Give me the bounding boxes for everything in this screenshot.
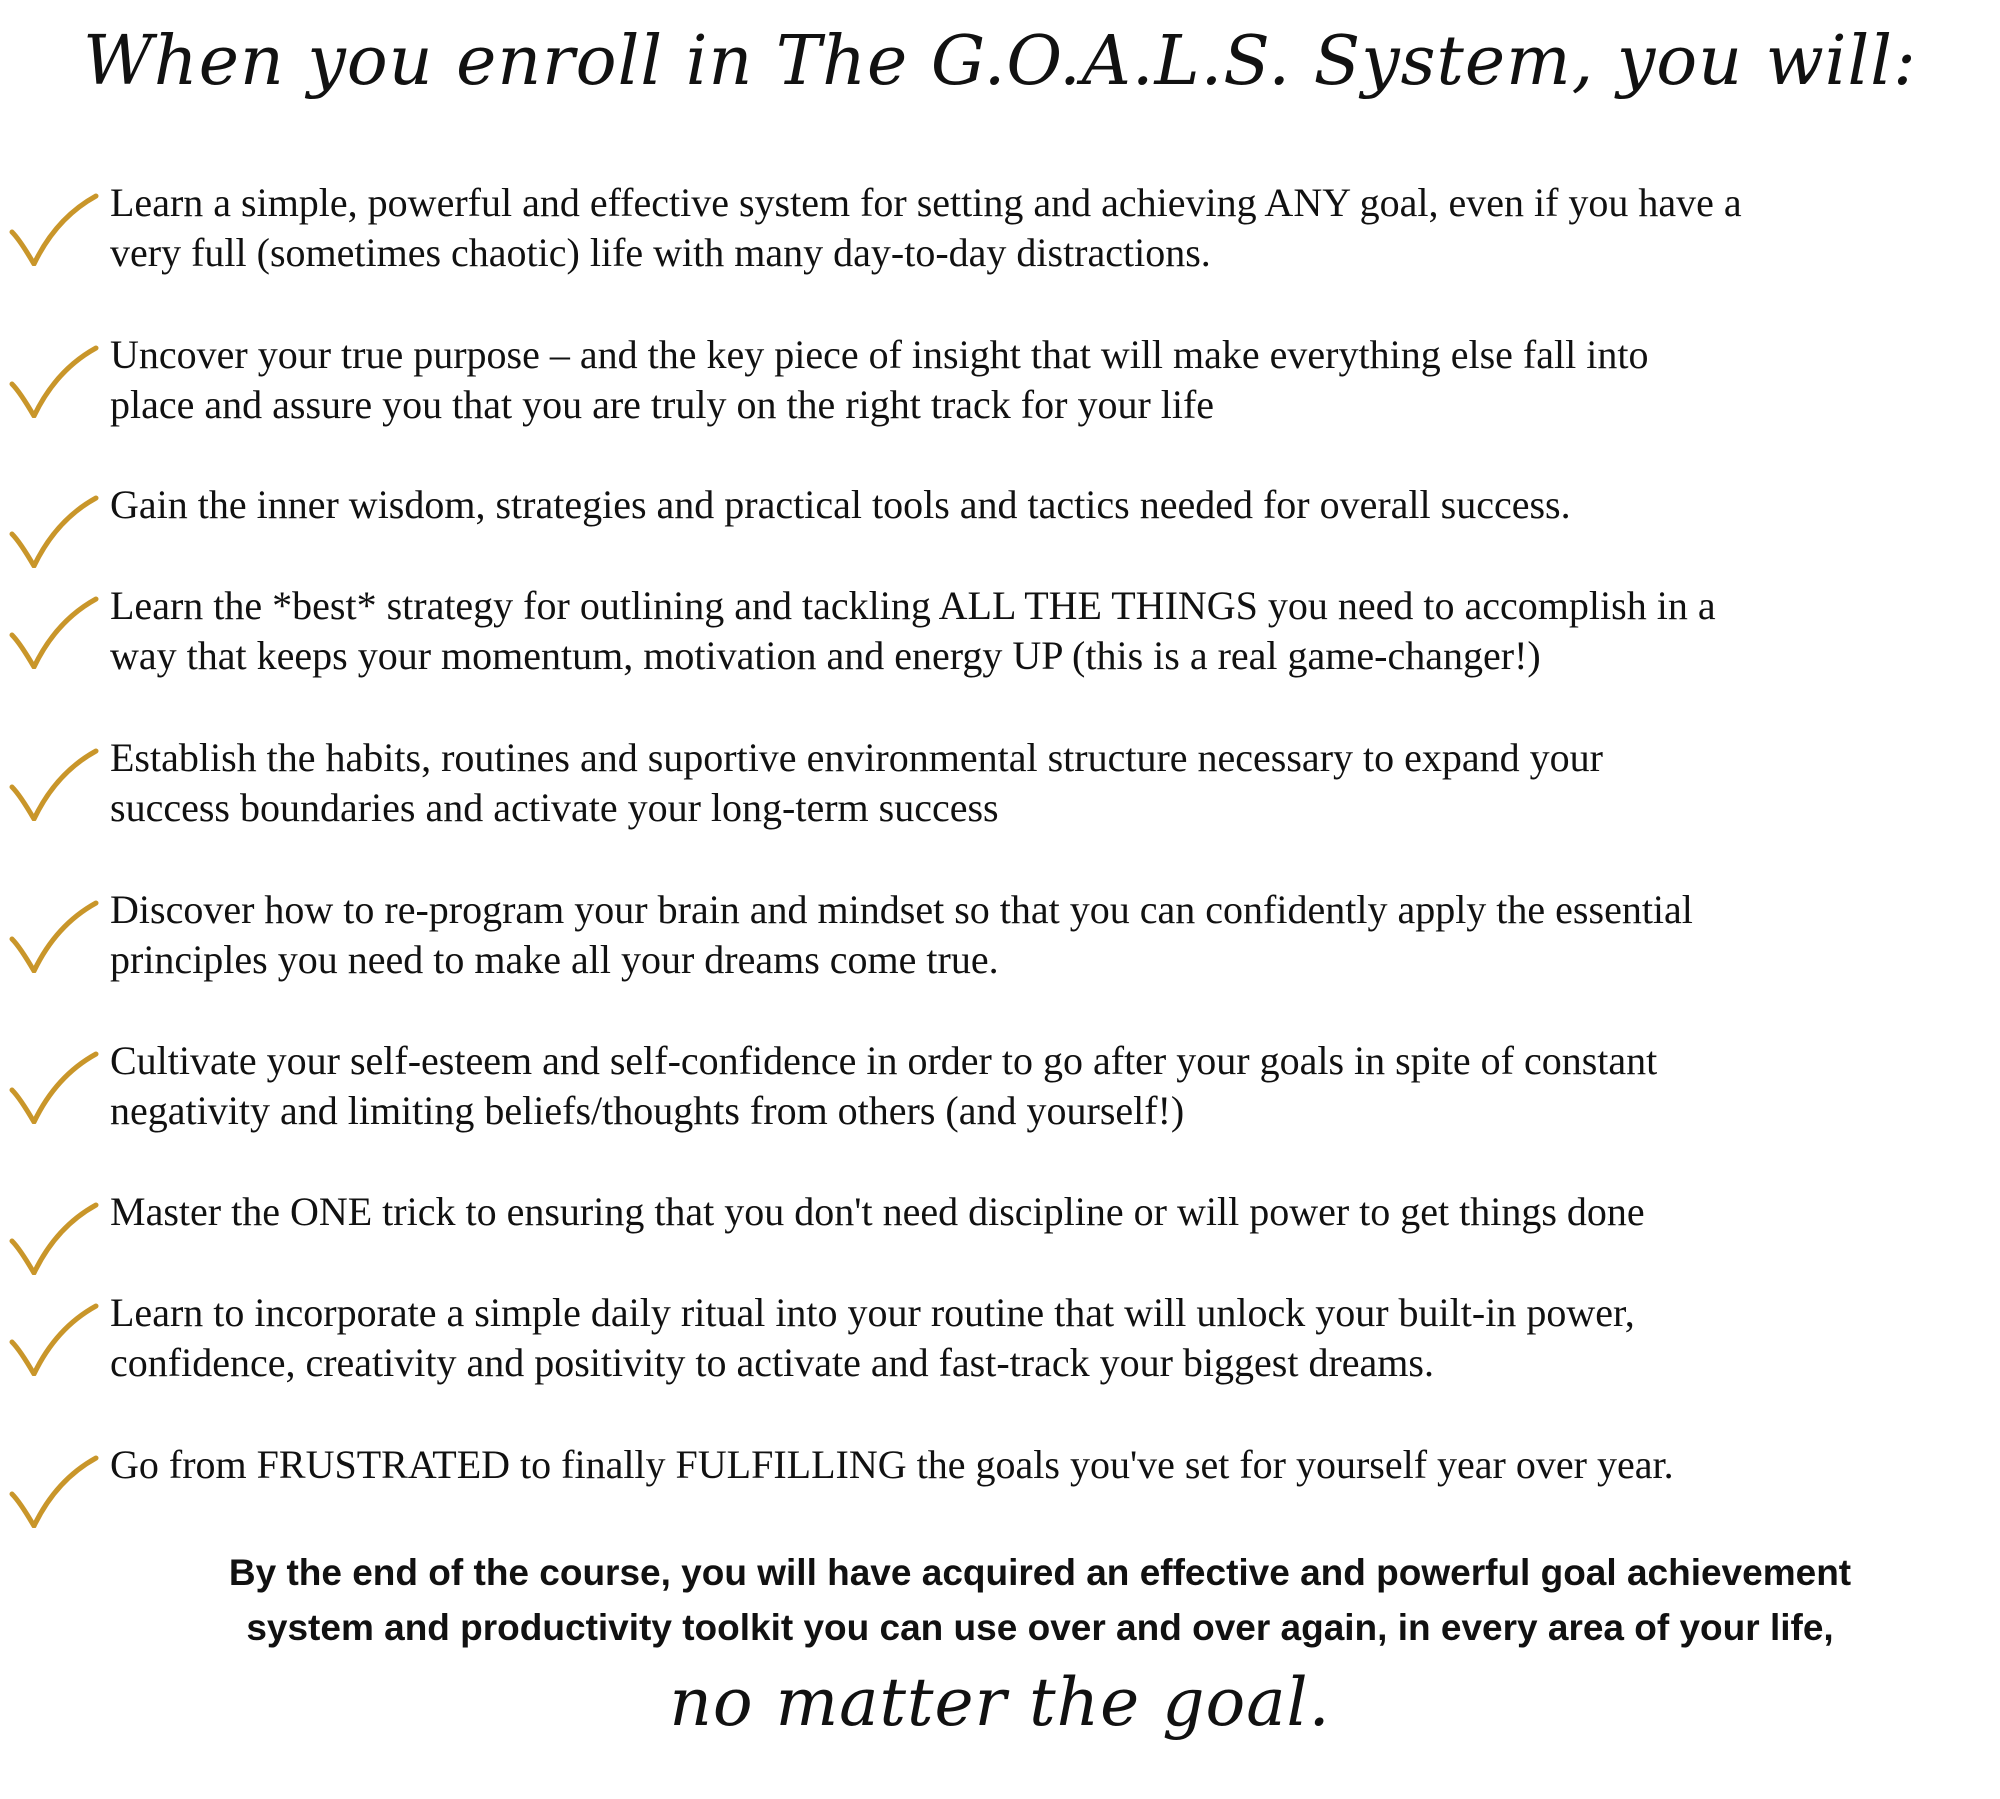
closing-line-2: system and productivity toolkit you can use over and over again, in every area of your life, [246, 1607, 1834, 1648]
benefit-line-1: Uncover your true purpose – and the key piece of insight that will make everything else fall into [110, 332, 1649, 377]
checkmark-icon [6, 585, 102, 669]
checkmark-icon [6, 1040, 102, 1124]
benefit-text [110, 885, 1995, 985]
benefit-line-1: Master the ONE trick to ensuring that you don't need discipline or will power to get things done [110, 1189, 1645, 1234]
benefit-line-1: Go from FRUSTRATED to finally FULFILLING the goals you've set for yourself year over year. [110, 1442, 1674, 1487]
benefit-line-1: Learn a simple, powerful and effective system for setting and achieving ANY goal, even if you have a [110, 180, 1742, 225]
page-headline: When you enroll in The G.O.A.L.S. System, you will: [83, 22, 1917, 101]
checkmark-icon [6, 182, 102, 266]
closing-statement [100, 1545, 1980, 1655]
benefit-text [110, 178, 1995, 278]
benefit-line-1: Establish the habits, routines and suportive environmental structure necessary to expand your [110, 735, 1603, 780]
benefit-line-2: very full (sometimes chaotic) life with many day-to-day distractions. [110, 230, 1211, 275]
closing-line-1: By the end of the course, you will have acquired an effective and powerful goal achievement [228, 1552, 1852, 1593]
benefit-text [110, 581, 1995, 681]
benefit-line-1: Cultivate your self-esteem and self-confidence in order to go after your goals in spite of constant [110, 1038, 1658, 1083]
benefit-text [110, 1440, 1995, 1490]
checkmark-icon [6, 889, 102, 973]
checkmark-icon [6, 737, 102, 821]
benefit-text [110, 1288, 1995, 1388]
benefit-text [110, 1036, 1995, 1136]
benefit-text [110, 480, 1995, 530]
benefit-text [110, 733, 1995, 833]
benefit-line-2: negativity and limiting beliefs/thoughts from others (and yourself!) [110, 1088, 1185, 1133]
benefit-line-2: way that keeps your momentum, motivation and energy UP (this is a real game-changer!) [110, 633, 1541, 678]
checkmark-icon [6, 1444, 102, 1528]
benefit-line-2: place and assure you that you are truly on the right track for your life [110, 382, 1215, 427]
benefit-line-2: principles you need to make all your dreams come true. [110, 937, 999, 982]
benefit-line-2: confidence, creativity and positivity to activate and fast-track your biggest dreams. [110, 1340, 1434, 1385]
benefit-line-1: Discover how to re-program your brain and mindset so that you can confidently apply the essential [110, 887, 1693, 932]
checkmark-icon [6, 1191, 102, 1275]
checkmark-icon [6, 484, 102, 568]
benefit-line-1: Learn to incorporate a simple daily ritual into your routine that will unlock your built-in power, [110, 1290, 1635, 1335]
benefit-text [110, 1187, 1995, 1237]
benefit-line-1: Learn the *best* strategy for outlining and tackling ALL THE THINGS you need to accomplish in a [110, 583, 1716, 628]
checkmark-icon [6, 1292, 102, 1376]
benefit-line-1: Gain the inner wisdom, strategies and practical tools and tactics needed for overall success. [110, 482, 1571, 527]
tagline: no matter the goal. [669, 1664, 1331, 1741]
benefit-text [110, 330, 1995, 430]
checkmark-icon [6, 334, 102, 418]
benefit-line-2: success boundaries and activate your long-term success [110, 785, 999, 830]
